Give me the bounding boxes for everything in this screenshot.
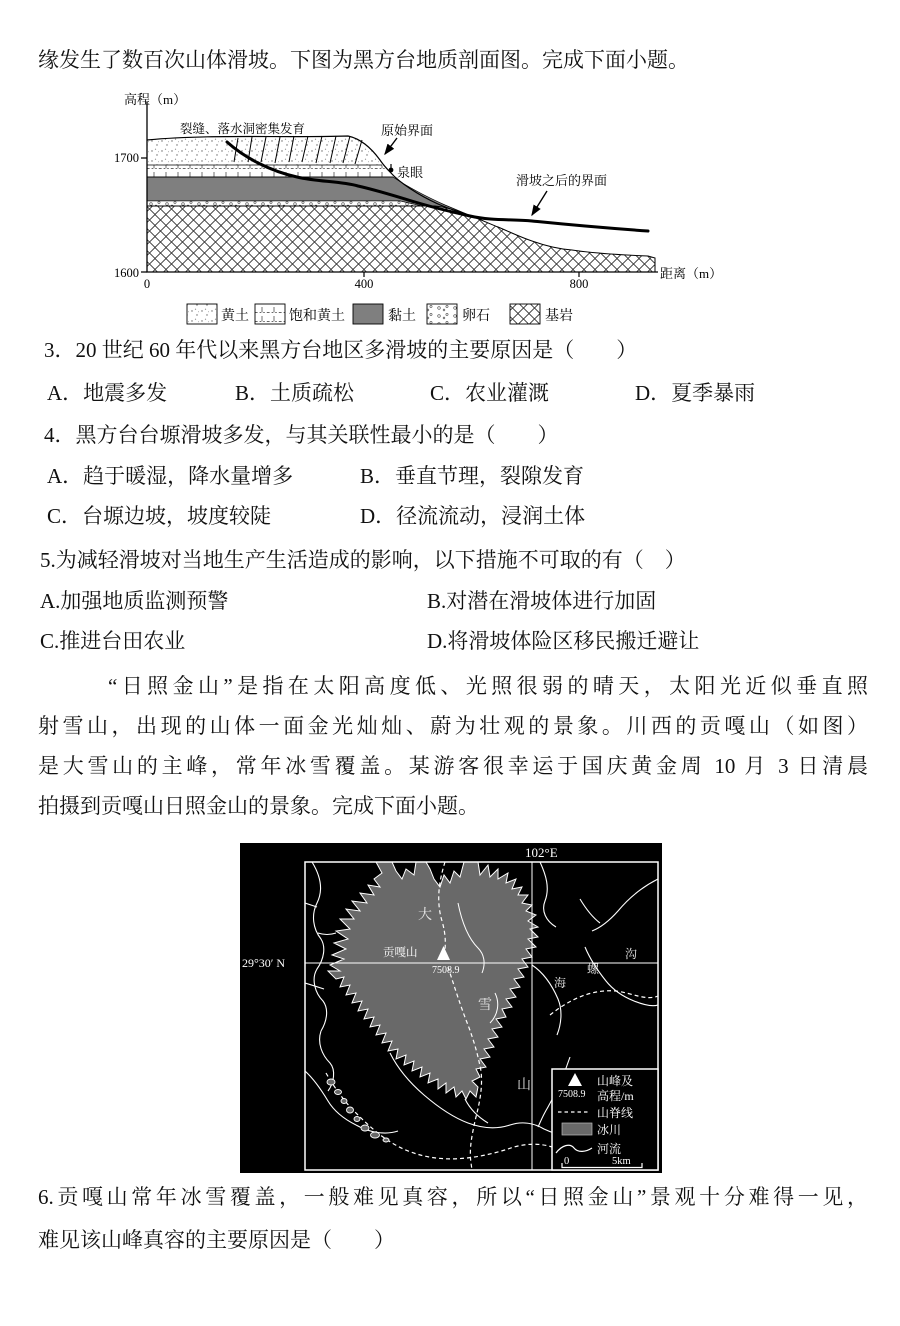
option-5b: B.对潜在滑坡体进行加固: [427, 589, 657, 613]
y-tick-1700: 1700: [114, 151, 139, 165]
x-tick-800: 800: [569, 277, 589, 291]
question-3-options: [0, 379, 900, 409]
legend-label-loess: 黄土: [221, 309, 249, 324]
intro-line: 缘发生了数百次山体滑坡。下图为黑方台地质剖面图。完成下面小题。: [38, 48, 689, 72]
passage-line-3: 是大雪山的主峰，常年冰雪覆盖。某游客很幸运于国庆黄金周 10 月 3 日清晨: [38, 754, 868, 778]
cross-section-legend: [187, 304, 573, 324]
option-4c: C．台塬边坡，坡度较陡: [47, 504, 272, 528]
option-3b: B．土质疏松: [235, 381, 355, 405]
x-tick-0: 0: [143, 277, 151, 291]
gongga-map-svg: [240, 843, 662, 1173]
legend-swatch-pebble: [427, 304, 457, 324]
question-5-options-ab: [0, 587, 900, 617]
legend-swatch-bedrock: [510, 304, 540, 324]
legend-swatch-loess: [187, 304, 217, 324]
legend-label-clay: 黏土: [388, 309, 416, 324]
passage-line-2: 射雪山，出现的山体一面金光灿灿、蔚为壮观的景象。川西的贡嘎山（如图）: [38, 714, 868, 738]
question-6-line-2: 难见该山峰真容的主要原因是（ ）: [38, 1228, 395, 1252]
legend-label-bedrock: 基岩: [545, 309, 573, 324]
gongga-map-figure: [240, 843, 662, 1173]
option-4b: B．垂直节理，裂隙发育: [360, 464, 585, 488]
valley-char-hai: 海: [554, 976, 567, 990]
option-3c: C．农业灌溉: [430, 381, 550, 405]
legend-scale-5km: 5km: [612, 1156, 631, 1167]
legend-label-pebble: 卵石: [462, 309, 490, 324]
original-interface-arrow: [385, 138, 397, 154]
cross-section-figure: [100, 88, 720, 338]
elevation-axis-label: 高程（m）: [124, 92, 187, 107]
spring-label: 泉眼: [397, 165, 424, 180]
mountain-char-xue: 雪: [478, 998, 492, 1013]
legend-scale-zero: 0: [564, 1156, 570, 1167]
question-3-stem: 3．20 世纪 60 年代以来黑方台地区多滑坡的主要原因是（ ）: [44, 338, 638, 362]
passage-line-1: “日照金山”是指在太阳高度低、光照很弱的晴天，太阳光近似垂直照: [108, 674, 868, 698]
question-4-stem: 4．黑方台台塬滑坡多发，与其关联性最小的是（ ）: [44, 423, 559, 447]
post-slide-arrow: [532, 191, 547, 215]
option-3d: D．夏季暴雨: [635, 381, 756, 405]
y-tick-1600: 1600: [114, 266, 139, 280]
saturated-loess-layer: [147, 165, 393, 177]
peak-elevation-label: 7508.9: [432, 965, 460, 976]
cross-section-svg: [100, 88, 720, 338]
post-slide-interface-label: 滑坡之后的界面: [516, 173, 608, 188]
legend-glacier-icon: [562, 1123, 592, 1135]
legend-peak-label-2: 高程/m: [597, 1089, 634, 1103]
original-interface-label: 原始界面: [381, 123, 434, 138]
legend-swatch-saturated-loess: [255, 304, 285, 324]
legend-ridge-label: 山脊线: [597, 1106, 634, 1120]
x-tick-400: 400: [354, 277, 374, 291]
question-5-stem: 5.为减轻滑坡对当地生产生活造成的影响，以下措施不可取的有（ ）: [40, 548, 686, 572]
option-5c: C.推进台田农业: [40, 629, 186, 653]
bedrock-layer: [147, 206, 655, 272]
spring-marker: [389, 164, 394, 172]
cracks-label: 裂缝、落水洞密集发育: [180, 122, 306, 136]
question-6-line-1: 6.贡嘎山常年冰雪覆盖，一般难见真容，所以“日照金山”景观十分难得一见，: [38, 1185, 868, 1209]
legend-glacier-label: 冰川: [597, 1123, 622, 1137]
question-4-options-ab: [0, 462, 900, 492]
legend-label-saturated-loess: 饱和黄土: [289, 309, 345, 324]
mountain-char-da: 大: [418, 908, 432, 923]
legend-river-label: 河流: [597, 1142, 622, 1156]
option-5d: D.将滑坡体险区移民搬迁避让: [427, 629, 700, 653]
question-5-options-cd: [0, 627, 900, 657]
option-3a: A．地震多发: [47, 381, 168, 405]
valley-char-luo: 螺: [587, 962, 600, 976]
longitude-label: 102°E: [525, 845, 558, 860]
legend-peak-value: 7508.9: [558, 1089, 586, 1100]
legend-swatch-clay: [353, 304, 383, 324]
map-legend: [552, 1069, 658, 1170]
distance-axis-label: 距离（m）: [660, 266, 720, 281]
passage-line-4: 拍摄到贡嘎山日照金山的景象。完成下面小题。: [38, 794, 479, 818]
valley-char-gou: 沟: [625, 947, 638, 961]
option-4a: A．趋于暖湿，降水量增多: [47, 464, 294, 488]
legend-peak-label-1: 山峰及: [597, 1074, 634, 1088]
question-4-options-cd: [0, 502, 900, 532]
peak-name-label: 贡嘎山: [383, 947, 418, 959]
option-4d: D．径流流动，浸润土体: [360, 504, 586, 528]
mountain-char-shan: 山: [517, 1078, 531, 1093]
latitude-label: 29°30′ N: [242, 956, 286, 970]
option-5a: A.加强地质监测预警: [40, 589, 229, 613]
